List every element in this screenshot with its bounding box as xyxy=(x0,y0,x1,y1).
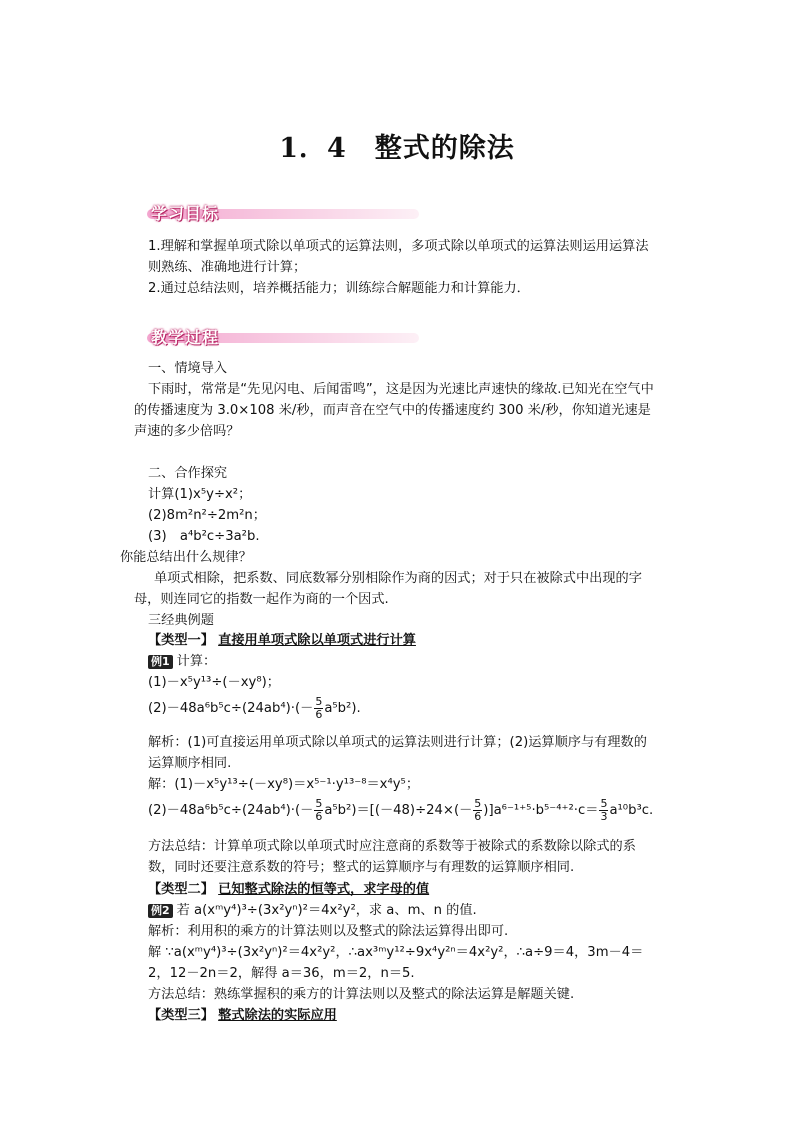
ex1-q2 xyxy=(148,694,361,724)
section-header-goals xyxy=(147,203,419,223)
fraction-num: 5 xyxy=(474,796,482,810)
type2-label: 【类型二】 xyxy=(148,882,214,897)
ex2-question: 若 a(xᵐy⁴)³÷(3x²yⁿ)²＝4x²y²，求 a、m、n 的值. xyxy=(176,903,477,918)
fraction-num: 5 xyxy=(315,796,323,810)
sol2-d: a¹⁰b³c. xyxy=(609,803,654,818)
part1-heading: 一、情境导入 xyxy=(148,361,228,376)
sol2-c: )]a⁶⁻¹⁺⁵·b⁵⁻⁴⁺²·c＝ xyxy=(483,803,599,818)
part2-heading: 二、合作探究 xyxy=(148,466,228,481)
type3-line xyxy=(148,1005,337,1026)
fraction xyxy=(314,798,323,823)
ex1-q2-post: a⁵b²). xyxy=(324,701,361,716)
type1-line xyxy=(148,630,416,651)
ex2-summary: 方法总结：熟练掌握积的乘方的计算法则以及整式的除法运算是解题关键. xyxy=(148,987,575,1002)
example-2-tag: 例2 xyxy=(148,904,173,918)
type3-title: 整式除法的实际应用 xyxy=(218,1008,337,1023)
ex1-solution-2 xyxy=(148,796,653,826)
fraction xyxy=(314,696,323,721)
fraction-den: 6 xyxy=(474,809,482,823)
goal-1: 1.理解和掌握单项式除以单项式的运算法则，多项式除以单项式的运算法则运用运算法则熟练、准确地进行计算； xyxy=(148,239,649,275)
fraction-den: 3 xyxy=(600,809,608,823)
part2-calc-1: 计算(1)x⁵y÷x²； xyxy=(148,487,252,502)
ex2-solution: 解 ∵a(xᵐy⁴)³÷(3x²yⁿ)²＝4x²y²，∴ax³ᵐy¹²÷9x⁴y²ⁿ＝4x²y²，∴a÷9＝4，3m－4＝2，12－2n＝2，解得 a＝36，m＝2，n＝5. xyxy=(148,945,644,981)
part3-heading: 三经典例题 xyxy=(148,613,214,628)
part2-question: 你能总结出什么规律？ xyxy=(120,550,252,565)
ex2-analysis: 解析：利用积的乘方的计算法则以及整式的除法运算得出即可. xyxy=(148,924,509,939)
ex1-solution-1: 解：(1)－x⁵y¹³÷(－xy⁸)＝x⁵⁻¹·y¹³⁻⁸＝x⁴y⁵； xyxy=(148,777,420,792)
ex1-q2-pre: (2)－48a⁶b⁵c÷(24ab⁴)·(－ xyxy=(148,701,314,716)
type1-label: 【类型一】 xyxy=(148,633,214,648)
type1-title: 直接用单项式除以单项式进行计算 xyxy=(218,633,416,648)
fraction-den: 6 xyxy=(315,809,323,823)
ex1-line xyxy=(148,651,216,672)
type2-title: 已知整式除法的恒等式，求字母的值 xyxy=(218,882,430,897)
part2-rule: 单项式相除，把系数、同底数幂分别相除作为商的因式；对于只在被除式中出现的字母，则连同它的指数一起作为商的一个因式. xyxy=(134,571,642,607)
type3-label: 【类型三】 xyxy=(148,1008,214,1023)
ex1-analysis: 解析：(1)可直接运用单项式除以单项式的运算法则进行计算；(2)运算顺序与有理数的运算顺序相同. xyxy=(148,735,647,771)
example-1-tag: 例1 xyxy=(148,655,173,669)
page-title: 1．4 整式的除法 xyxy=(279,133,515,164)
part2-calc-2: (2)8m²n²÷2m²n； xyxy=(148,508,266,523)
ex2-line xyxy=(148,900,477,921)
section-header-process xyxy=(147,327,419,347)
fraction-num: 5 xyxy=(600,796,608,810)
sol2-a: (2)－48a⁶b⁵c÷(24ab⁴)·(－ xyxy=(148,803,314,818)
fraction-den: 6 xyxy=(315,707,323,721)
ex1-summary: 方法总结：计算单项式除以单项式时应注意商的系数等于被除式的系数除以除式的系数，同时还要注意系数的符号；整式的运算顺序与有理数的运算顺序相同. xyxy=(148,839,636,875)
sol2-b: a⁵b²)＝[(－48)÷24×(－ xyxy=(324,803,473,818)
ex1-label: 计算： xyxy=(176,654,217,669)
section-label: 教学过程 xyxy=(151,328,220,347)
part2-calc-3: (3) a⁴b²c÷3a²b. xyxy=(148,529,260,544)
fraction-num: 5 xyxy=(315,694,323,708)
fraction xyxy=(473,798,482,823)
part1-text: 下雨时，常常是“先见闪电、后闻雷鸣”，这是因为光速比声速快的缘故.已知光在空气中的传播速度为 3.0×108 米/秒，而声音在空气中的传播速度约 300 米/秒，你知道光速是声速的多少倍吗？ xyxy=(134,382,654,439)
ex1-q1: (1)－x⁵y¹³÷(－xy⁸)； xyxy=(148,675,280,690)
goal-2: 2.通过总结法则，培养概括能力；训练综合解题能力和计算能力． xyxy=(148,281,530,296)
type2-line xyxy=(148,879,429,900)
fraction xyxy=(599,798,608,823)
section-label: 学习目标 xyxy=(151,204,220,223)
